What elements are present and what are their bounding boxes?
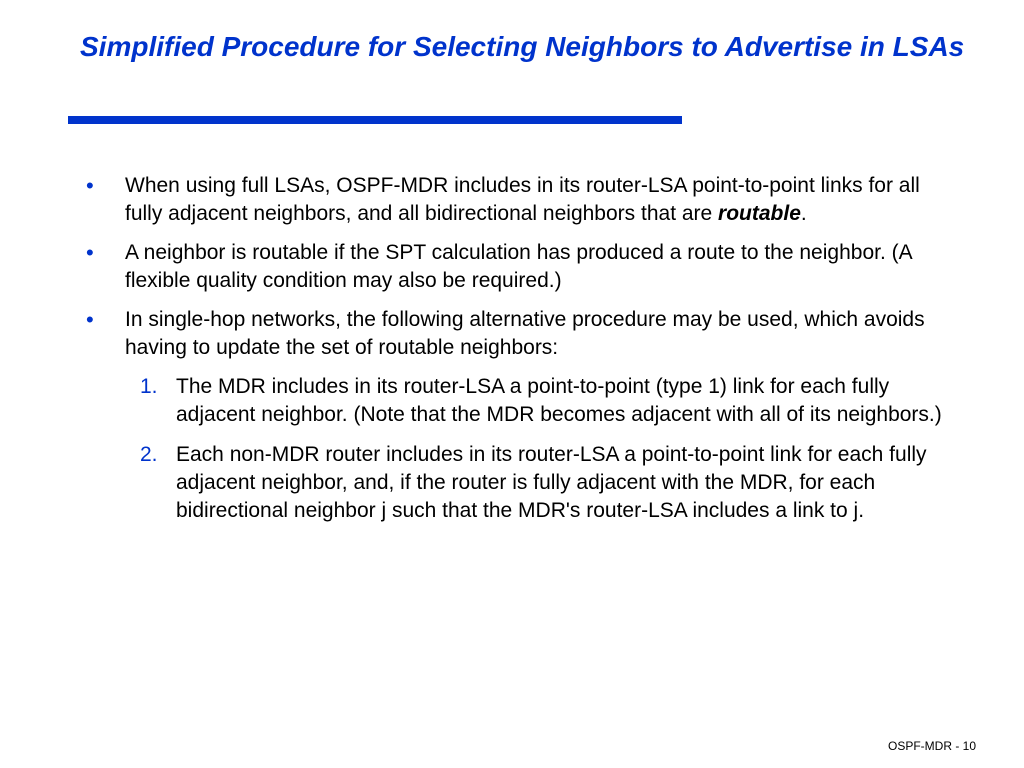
slide-title: Simplified Procedure for Selecting Neighbors to Advertise in LSAs <box>80 31 965 62</box>
numbered-item <box>134 373 944 429</box>
numbered-list <box>134 373 944 525</box>
number-marker: 1. <box>140 375 158 398</box>
bullet-icon: • <box>86 240 94 265</box>
bullet-text: A neighbor is routable if the SPT calculation has produced a route to the neighbor. (A flexible quality condition may also be required.) <box>125 241 912 292</box>
numbered-item <box>134 441 944 525</box>
slide-content <box>84 172 944 537</box>
numbered-text: The MDR includes in its router-LSA a point-to-point (type 1) link for each fully adjacent neighbor. (Note that the MDR becomes adjacent with all of its neighbors.) <box>176 375 942 426</box>
emphasis-text: routable <box>718 202 801 225</box>
title-underline <box>68 116 682 124</box>
numbered-text: Each non-MDR router includes in its router-LSA a point-to-point link for each fully adjacent neighbor, and, if the router is fully adjacent with the MDR, for each bidirectional neighbor j such that the MDR's router-LSA includes a link to j. <box>176 443 927 522</box>
bullet-item <box>84 239 944 295</box>
number-marker: 2. <box>140 443 158 466</box>
bullet-icon: • <box>86 307 94 332</box>
bullet-text: In single-hop networks, the following alternative procedure may be used, which avoids having to update the set of routable neighbors: <box>125 308 925 359</box>
bullet-text: When using full LSAs, OSPF-MDR includes in its router-LSA point-to-point links for all fully adjacent neighbors, and all bidirectional neighbors that are routable. <box>125 174 920 225</box>
slide-footer: OSPF-MDR - 10 <box>887 739 976 753</box>
bullet-icon: • <box>86 173 94 198</box>
bullet-item <box>84 306 944 362</box>
bullet-item <box>84 172 944 228</box>
